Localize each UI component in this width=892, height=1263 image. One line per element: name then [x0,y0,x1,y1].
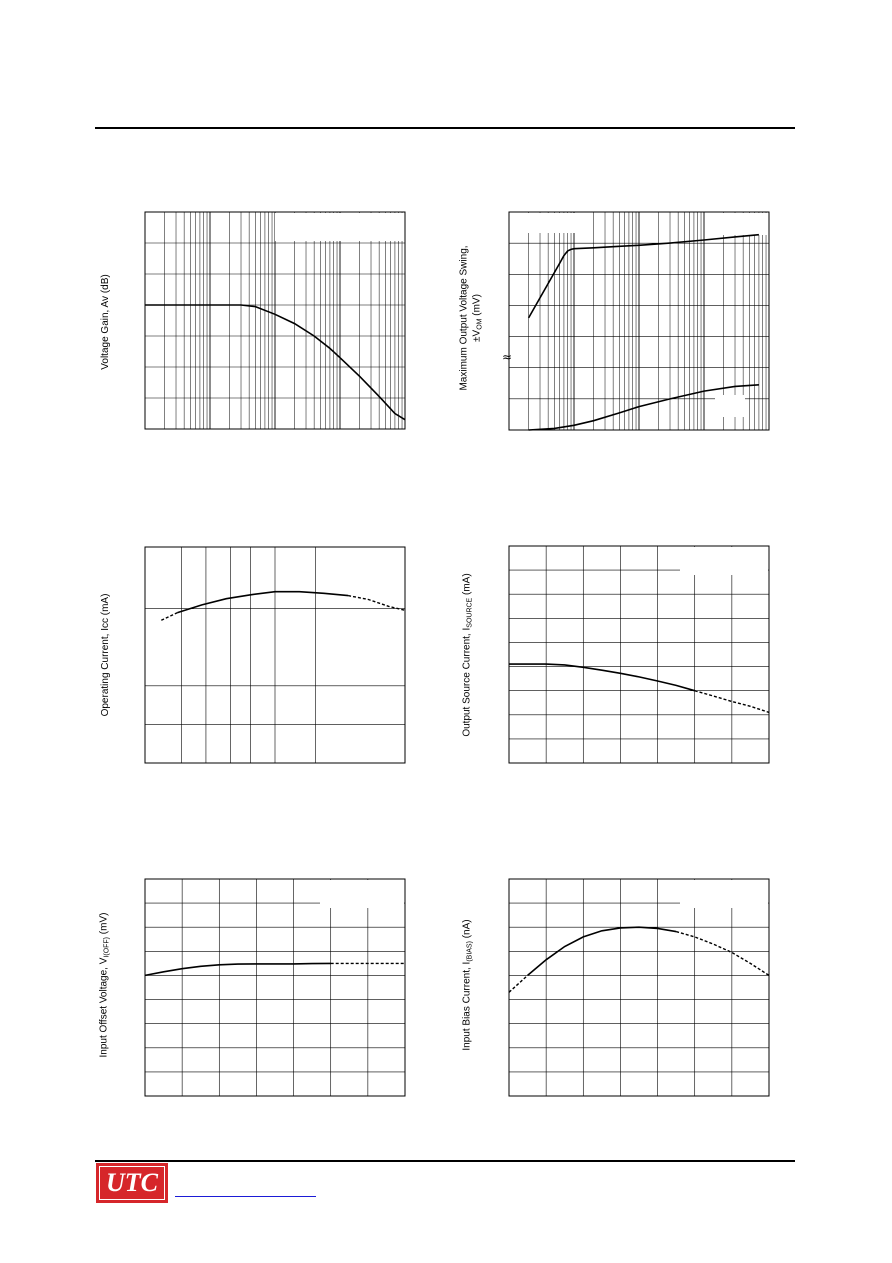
ylabel-sub: SOURCE [466,597,474,628]
ylabel-line2-post: (mV) [471,294,483,319]
ylabel-pre: Input Offset Voltage, V [98,957,110,1058]
ylabel-post: (nA) [461,919,473,942]
grid [509,879,769,1096]
ylabel-output-swing [458,245,487,390]
condition-box [715,395,745,417]
series-line-dashed-start-0 [509,975,528,992]
plot-frame [145,879,405,1096]
series-line-dashed-start-0 [161,613,177,621]
condition-box [680,547,768,575]
ylabel-post: (mA) [461,573,473,598]
plot-frame [509,879,769,1096]
condition-box [513,213,593,233]
series-line-0 [178,592,349,613]
grid [145,547,405,763]
grid [509,546,769,763]
chart-output-swing [509,212,769,430]
ylabel-pre: Input Bias Current, I [461,961,473,1051]
utc-logo-text: UTC [106,1168,158,1197]
condition-box [322,548,404,576]
ylabel-voltage-gain [100,274,112,369]
condition-box [680,880,768,908]
grid [145,212,405,429]
ylabel-source-current [462,573,477,736]
series-line-0 [509,664,695,691]
series-line-dashed-end-0 [348,596,405,611]
utc-logo-frame [99,1166,165,1200]
chart-bias-current [509,879,769,1096]
ylabel-line2-sub: OM [476,318,484,330]
ylabel-line1: Maximum Output Voltage Swing, [458,245,470,391]
ylabel-sub: (BIAS) [466,941,474,962]
ylabel-pre: Output Source Current, I [461,627,473,737]
chart-voltage-gain [145,212,405,429]
ylabel-operating-current [100,594,112,717]
condition-box [320,880,404,908]
condition-box [720,213,768,235]
series-line-0 [145,963,331,975]
ylabel-offset-voltage [99,913,114,1058]
axis-break-icon: ≈ [502,350,513,364]
ylabel-sub: I(OFF) [103,936,111,958]
ylabel-text: Operating Current, Icc (mA) [100,593,111,717]
ylabel-text: Voltage Gain, Av (dB) [100,274,111,370]
website-link[interactable] [175,1196,316,1197]
ylabel-post: (mV) [98,912,110,937]
chart-operating-current [145,547,405,763]
footer-rule [95,1160,795,1162]
chart-source-current [509,546,769,763]
condition-box [275,213,404,241]
grid [145,879,405,1096]
plot-frame [509,546,769,763]
ylabel-bias-current [462,919,477,1050]
series-line-dashed-end-0 [676,932,769,976]
chart-offset-voltage [145,879,405,1096]
utc-logo [96,1163,168,1203]
ylabel-line2 [471,245,487,390]
ylabel-line2-pre: ±V [471,329,483,342]
